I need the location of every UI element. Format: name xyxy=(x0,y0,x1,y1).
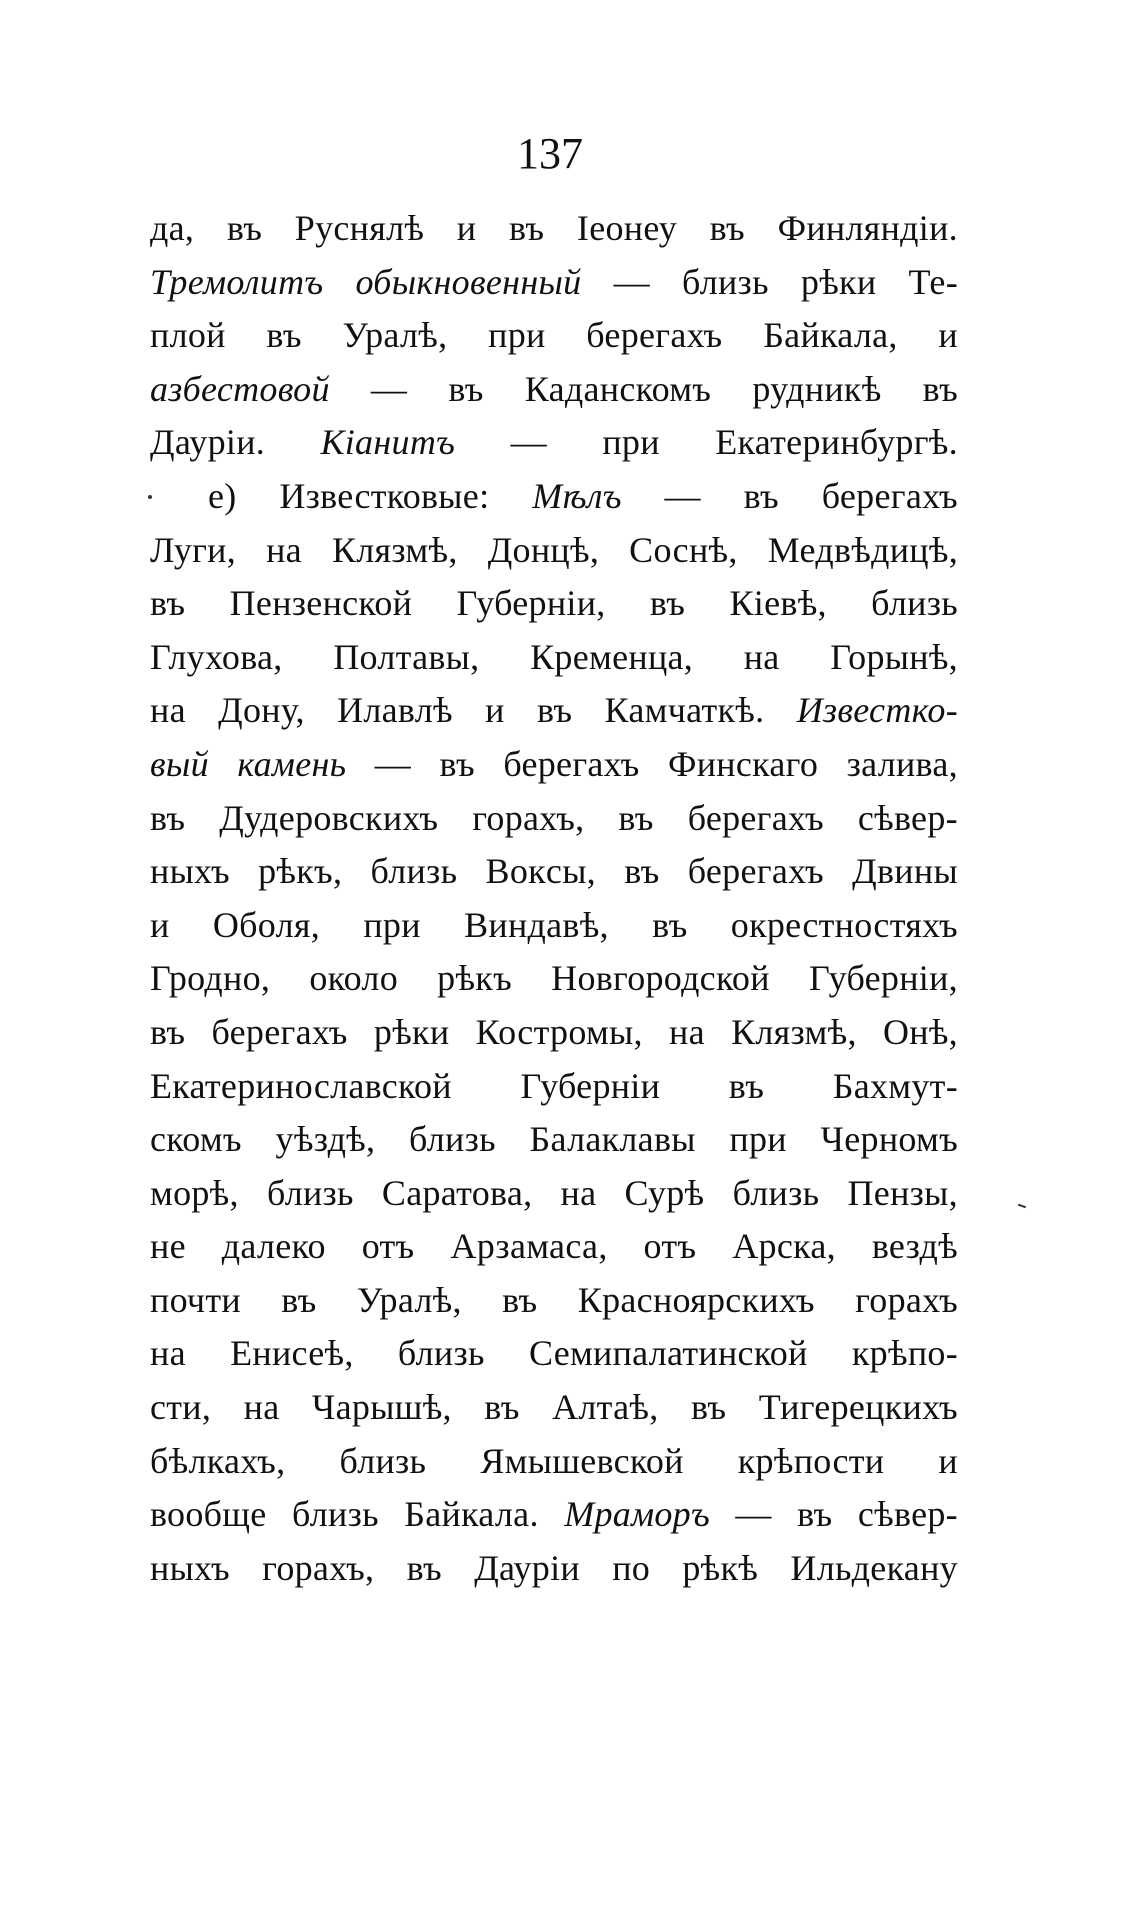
word: Пензенской xyxy=(229,583,413,624)
text-line xyxy=(150,1488,958,1542)
word: Губерніи, xyxy=(808,958,958,999)
word: Полтавы, xyxy=(333,636,480,677)
word: Уралѣ, xyxy=(356,1279,462,1320)
word: Семипалатинской xyxy=(528,1333,808,1374)
word: вообще xyxy=(150,1494,267,1535)
text-line xyxy=(150,309,958,363)
word: Луги, xyxy=(150,529,237,570)
text-line xyxy=(150,1381,958,1435)
word: въ xyxy=(649,583,686,624)
text-line xyxy=(150,1220,958,1274)
word: далеко xyxy=(221,1226,326,1267)
body-text xyxy=(150,202,958,1595)
word: Вокcы, xyxy=(485,851,596,892)
text-line xyxy=(150,1435,958,1489)
word: близь xyxy=(732,1172,820,1213)
word: — xyxy=(374,743,412,784)
word: горахъ, xyxy=(472,797,585,838)
italic-word: камень xyxy=(237,743,347,784)
word: Дудеровскихъ xyxy=(219,797,439,838)
word: рѣки xyxy=(800,261,877,302)
word: Екатеринославской xyxy=(150,1065,452,1106)
word: Екатеринбургѣ. xyxy=(715,422,958,463)
text-line xyxy=(150,470,958,524)
word: въ xyxy=(743,475,779,516)
word: Алтаѣ, xyxy=(552,1387,659,1428)
word: въ xyxy=(728,1065,765,1106)
italic-word: Кіанитъ xyxy=(320,422,456,463)
word: Финскаго xyxy=(667,743,819,784)
word: берегахъ xyxy=(586,315,723,356)
word: при xyxy=(488,315,546,356)
page-number: 137 xyxy=(517,129,583,178)
word: Уралѣ, xyxy=(342,315,448,356)
word: морѣ, xyxy=(150,1172,239,1213)
italic-word: Тремолитъ xyxy=(150,261,324,302)
word: въ xyxy=(618,797,654,838)
word: Губерніи xyxy=(520,1065,661,1106)
word: на xyxy=(669,1011,705,1052)
word: Гродно, xyxy=(150,958,271,999)
word: въ xyxy=(536,690,573,731)
word: и xyxy=(150,904,170,945)
word: Двины xyxy=(852,851,958,892)
word: на xyxy=(743,636,780,677)
word: близь xyxy=(409,1119,496,1160)
text-line xyxy=(150,631,958,685)
word: на xyxy=(243,1387,280,1428)
word: въ xyxy=(709,208,745,248)
word: Арска, xyxy=(732,1226,836,1267)
word: берегахъ xyxy=(687,797,824,838)
word: въ xyxy=(439,743,475,784)
word: въ xyxy=(281,1279,317,1320)
word: берегахъ xyxy=(503,743,640,784)
word: уѣздѣ, xyxy=(275,1119,376,1160)
word: Костромы, xyxy=(475,1011,643,1052)
word: Черномъ xyxy=(820,1119,958,1160)
word: при xyxy=(363,904,421,945)
word: Онѣ, xyxy=(882,1011,958,1052)
word: въ xyxy=(150,583,186,624)
word: по xyxy=(612,1547,651,1588)
word: рѣкъ xyxy=(437,958,512,999)
word: на xyxy=(150,690,186,731)
word: Дауріи xyxy=(474,1547,580,1588)
word: въ xyxy=(226,208,263,248)
word: близь xyxy=(397,1333,485,1374)
speck-mark xyxy=(148,495,152,499)
word: Кіевѣ, xyxy=(729,583,827,624)
word: Горынѣ, xyxy=(830,636,958,677)
word: Известковые: xyxy=(279,475,490,516)
word: въ xyxy=(484,1387,520,1428)
word: въ xyxy=(150,1011,186,1052)
word: Медвѣдицѣ, xyxy=(767,529,958,570)
word: въ xyxy=(690,1387,727,1428)
text-line xyxy=(150,1060,958,1114)
word: не xyxy=(150,1226,186,1267)
word: e) xyxy=(208,475,237,516)
word: Арзамаса, xyxy=(450,1226,608,1267)
word: Тигерецкихъ xyxy=(758,1387,958,1428)
text-line xyxy=(150,1274,958,1328)
italic-word: азбестовой xyxy=(150,368,330,409)
text-line xyxy=(150,256,958,310)
italic-word: вый xyxy=(150,743,209,784)
word: Дону, xyxy=(218,690,305,731)
text-line xyxy=(150,524,958,578)
word: горахъ xyxy=(855,1279,958,1320)
word: близь xyxy=(292,1494,379,1535)
word: Каданскомъ xyxy=(524,368,712,409)
word: Кременца, xyxy=(530,636,694,677)
word: въ xyxy=(266,315,302,356)
word: — xyxy=(735,1494,772,1535)
word: и xyxy=(938,315,958,356)
word: Бахмут- xyxy=(832,1065,958,1106)
word: Камчаткѣ. xyxy=(604,690,765,731)
word: въ xyxy=(797,1494,833,1535)
word: Губерніи, xyxy=(456,583,606,624)
word: Енисеѣ, xyxy=(230,1333,354,1374)
text-line xyxy=(150,416,958,470)
text-line xyxy=(150,1542,958,1596)
word: въ xyxy=(624,851,660,892)
word: вездѣ xyxy=(871,1226,958,1267)
word: рѣкъ, xyxy=(258,851,343,892)
word: Саратова, xyxy=(381,1172,533,1213)
word: при xyxy=(602,422,660,463)
speck-mark xyxy=(1018,1204,1026,1209)
word: близь xyxy=(339,1440,427,1481)
word: въ xyxy=(922,368,958,409)
word: Ильдекану xyxy=(790,1547,958,1588)
word: въ xyxy=(406,1547,442,1588)
word: и xyxy=(485,690,505,731)
word: крѣпости xyxy=(737,1440,885,1481)
word: сѣвер- xyxy=(857,797,958,838)
text-line xyxy=(150,202,958,256)
word: берегахъ xyxy=(821,475,958,516)
text-line xyxy=(150,684,958,738)
word: въ xyxy=(502,1279,538,1320)
word: залива, xyxy=(846,743,958,784)
word: берегахъ xyxy=(687,851,824,892)
word: на xyxy=(150,1333,186,1374)
word: Финляндіи. xyxy=(777,208,958,248)
word: берегахъ xyxy=(211,1011,348,1052)
word: при xyxy=(729,1119,787,1160)
word: — xyxy=(510,422,547,463)
word: да, xyxy=(150,208,195,248)
word: ныхъ xyxy=(150,1547,230,1588)
text-line xyxy=(150,577,958,631)
word: Илавлѣ xyxy=(337,690,453,731)
word: въ xyxy=(150,797,186,838)
word: — xyxy=(664,475,701,516)
text-line xyxy=(150,1327,958,1381)
word: въ xyxy=(448,368,484,409)
word: скомъ xyxy=(150,1119,242,1160)
word: ныхъ xyxy=(150,851,230,892)
word: Виндавѣ, xyxy=(464,904,609,945)
word: Чарышѣ, xyxy=(311,1387,452,1428)
italic-word: Мраморъ xyxy=(564,1494,710,1535)
word: въ xyxy=(508,208,545,248)
word: сѣвер- xyxy=(857,1494,958,1535)
word: Клязмѣ, xyxy=(731,1011,857,1052)
word: почти xyxy=(150,1279,241,1320)
word: близь xyxy=(682,261,769,302)
word: Руснялѣ xyxy=(294,208,425,248)
word: — xyxy=(370,368,408,409)
italic-word: обыкновенный xyxy=(355,261,582,302)
text-line xyxy=(150,952,958,1006)
word: рудникѣ xyxy=(752,368,882,409)
word: Пензы, xyxy=(847,1172,958,1213)
text-line xyxy=(150,1167,958,1221)
text-line xyxy=(150,363,958,417)
italic-word: Мѣлъ xyxy=(532,475,622,516)
text-line xyxy=(150,899,958,953)
word: на xyxy=(266,529,302,570)
word: — xyxy=(613,261,650,302)
word: Байкала. xyxy=(404,1494,539,1535)
word: рѣки xyxy=(373,1011,450,1052)
word: горахъ, xyxy=(262,1547,375,1588)
word: Ямышевской xyxy=(480,1440,684,1481)
word: Оболя, xyxy=(212,904,321,945)
word: Соснѣ, xyxy=(629,529,738,570)
word: близь xyxy=(370,851,458,892)
word: около xyxy=(309,958,398,999)
word: крѣпо- xyxy=(851,1333,958,1374)
text-line xyxy=(150,792,958,846)
word: окрестностяхъ xyxy=(730,904,958,945)
word: Дауріи. xyxy=(150,422,266,463)
word: Новгородской xyxy=(551,958,770,999)
word: и xyxy=(456,208,477,248)
text-line xyxy=(150,845,958,899)
word: бѣлкахъ, xyxy=(150,1440,286,1481)
word: Іеонеу xyxy=(576,208,678,248)
italic-word: Известко- xyxy=(796,690,958,731)
word: рѣкѣ xyxy=(682,1547,759,1588)
word: Балаклавы xyxy=(529,1119,696,1160)
word: Красноярскихъ xyxy=(577,1279,815,1320)
word: Сурѣ xyxy=(624,1172,705,1213)
word: въ xyxy=(652,904,688,945)
text-line xyxy=(150,1113,958,1167)
word: Донцѣ, xyxy=(487,529,600,570)
word: Байкала, xyxy=(763,315,898,356)
word: сти, xyxy=(150,1387,212,1428)
word: близь xyxy=(871,583,958,624)
word: плой xyxy=(150,315,226,356)
text-line xyxy=(150,738,958,792)
word: близь xyxy=(266,1172,354,1213)
word: Клязмѣ, xyxy=(331,529,458,570)
text-line xyxy=(150,1006,958,1060)
word: отъ xyxy=(361,1226,415,1267)
word: Те- xyxy=(908,261,958,302)
word: отъ xyxy=(643,1226,697,1267)
word: на xyxy=(560,1172,597,1213)
word: и xyxy=(938,1440,958,1481)
word: Глухова, xyxy=(150,636,283,677)
